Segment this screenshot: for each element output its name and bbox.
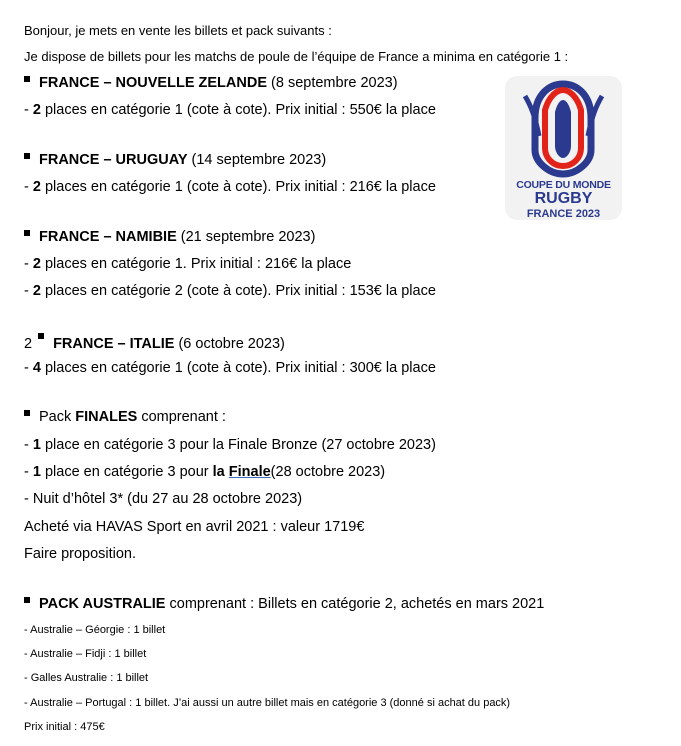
match-heading xyxy=(24,75,398,91)
pack-pre: Pack xyxy=(39,409,76,425)
ticket-text: places en catégorie 1 (cote à cote). Prix initial : 300€ la place xyxy=(40,360,436,376)
bullet-icon xyxy=(24,153,30,159)
ticket-text-bold: la xyxy=(212,464,229,480)
ticket-text: places en catégorie 1. Prix initial : 216€ la place xyxy=(40,256,352,272)
ticket-qty: 2 xyxy=(32,102,41,118)
ticket-text: places en catégorie 1 (cote à cote). Prix initial : 216€ la place xyxy=(40,179,436,195)
match-heading xyxy=(24,333,285,352)
dash: - xyxy=(24,102,33,118)
ticket-qty: 2 xyxy=(32,179,41,195)
ticket-qty: 1 xyxy=(32,437,41,453)
match-prefix: 2 xyxy=(24,336,33,352)
match-date: (6 octobre 2023) xyxy=(174,336,285,352)
match-date: (14 septembre 2023) xyxy=(187,152,327,168)
pack-post: comprenant : xyxy=(137,409,226,425)
list-item: - Australie – Géorgie : 1 billet xyxy=(24,624,166,636)
rugby-world-cup-logo xyxy=(505,76,622,220)
ticket-line xyxy=(24,283,436,299)
ticket-qty: 4 xyxy=(32,360,41,376)
bullet-icon xyxy=(38,333,44,339)
pack-line: - Nuit d’hôtel 3* (du 27 au 28 octobre 2023) xyxy=(24,491,303,507)
match-date: (21 septembre 2023) xyxy=(176,229,316,245)
pack-line xyxy=(24,437,436,453)
intro-line-2: Je dispose de billets pour les matchs de poule de l’équipe de France a minima en catégorie 1 : xyxy=(24,49,569,64)
logo-line-3: FRANCE 2023 xyxy=(526,208,601,220)
logo-line-2: RUGBY xyxy=(534,190,593,207)
match-title: FRANCE – ITALIE xyxy=(53,336,175,352)
ticket-line xyxy=(24,256,351,272)
price-line: Prix initial : 475€ xyxy=(24,721,105,733)
ticket-qty: 2 xyxy=(32,283,41,299)
bullet-icon xyxy=(24,76,30,82)
match-title: FRANCE – URUGUAY xyxy=(39,152,188,168)
list-item: - Australie – Fidji : 1 billet xyxy=(24,648,147,660)
list-item: - Australie – Portugal : 1 billet. J’ai aussi un autre billet mais en catégorie 3 (donné si achat du pack) xyxy=(24,697,511,709)
finale-word: Finale xyxy=(228,464,271,480)
bullet-icon xyxy=(24,230,30,236)
pack-heading xyxy=(24,409,226,425)
ticket-qty: 2 xyxy=(32,256,41,272)
match-heading xyxy=(24,229,315,245)
ticket-line xyxy=(24,360,436,376)
ticket-date: (28 octobre 2023) xyxy=(270,464,386,480)
logo-line-1: COUPE DU MONDE xyxy=(516,179,611,191)
logo-emblem-icon xyxy=(505,76,622,180)
pack-line: Acheté via HAVAS Sport en avril 2021 : valeur 1719€ xyxy=(24,519,365,535)
dash: - xyxy=(24,283,33,299)
pack-line xyxy=(24,464,385,480)
bullet-icon xyxy=(24,410,30,416)
pack-heading xyxy=(24,596,544,612)
dash: - xyxy=(24,256,33,272)
dash: - xyxy=(24,179,33,195)
match-heading xyxy=(24,152,326,168)
ticket-text: place en catégorie 3 pour xyxy=(40,464,213,480)
dash: - xyxy=(24,464,33,480)
match-date: (8 septembre 2023) xyxy=(267,75,398,91)
dash: - xyxy=(24,360,33,376)
intro-line-1: Bonjour, je mets en vente les billets et pack suivants : xyxy=(24,23,332,38)
bullet-icon xyxy=(24,597,30,603)
ticket-text: place en catégorie 3 pour la Finale Bronze (27 octobre 2023) xyxy=(40,437,436,453)
ticket-line xyxy=(24,102,436,118)
ticket-text: places en catégorie 2 (cote à cote). Prix initial : 153€ la place xyxy=(40,283,436,299)
pack-title: PACK AUSTRALIE xyxy=(39,596,166,612)
list-item: - Galles Australie : 1 billet xyxy=(24,672,149,684)
match-title: FRANCE – NOUVELLE ZELANDE xyxy=(39,75,267,91)
ticket-qty: 1 xyxy=(32,464,41,480)
pack-line: Faire proposition. xyxy=(24,546,137,562)
pack-title: FINALES xyxy=(75,409,138,425)
pack-post: comprenant : Billets en catégorie 2, achetés en mars 2021 xyxy=(165,596,545,612)
ticket-text: places en catégorie 1 (cote à cote). Prix initial : 550€ la place xyxy=(40,102,436,118)
ticket-line xyxy=(24,179,436,195)
dash: - xyxy=(24,437,33,453)
match-title: FRANCE – NAMIBIE xyxy=(39,229,177,245)
